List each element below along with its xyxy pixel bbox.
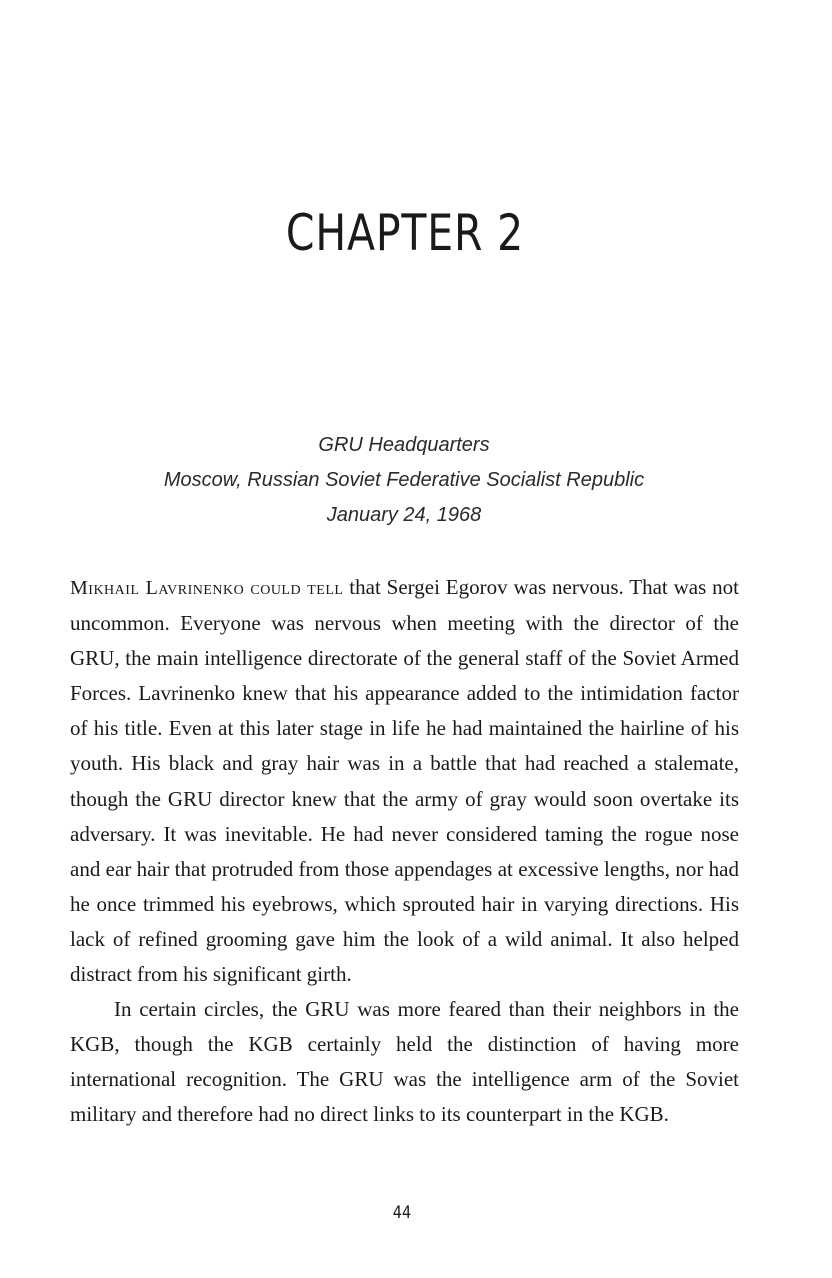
page-number: 44 — [392, 1203, 412, 1223]
lead-in-smallcaps: Mikhail Lavrinenko could tell — [70, 577, 344, 599]
dateline-place: GRU Headquarters — [318, 434, 490, 456]
paragraph-1-text: that Sergei Egorov was nervous. That was not uncommon. Everyone was nervous when meeting with the director of the GRU, the main intelligence directorate of the general staff of the Soviet Armed Forces. Lavrinenko knew that his appearance added to the intimidation factor of his title. Even at this later stage in life he had maintained the hairline of his youth. His black and gray hair was in a battle that had reached a stalemate, though the GRU director knew that the army of gray would soon overtake its adversary. It was inevitable. He had never considered taming the rogue nose and ear hair that protruded from those appendages at excessive lengths, nor had he once trimmed his eyebrows, which sprouted hair in varying directions. His lack of refined grooming gave him the look of a wild animal. It also helped distract from his significant girth. — [70, 575, 739, 987]
paragraph-1 — [70, 570, 739, 992]
body-text — [70, 570, 739, 1133]
dateline-city: Moscow, Russian Soviet Federative Socialist Republic — [163, 469, 645, 491]
chapter-title: CHAPTER 2 — [285, 204, 525, 262]
dateline — [0, 428, 808, 533]
dateline-date: January 24, 1968 — [326, 504, 482, 526]
paragraph-2: In certain circles, the GRU was more feared than their neighbors in the KGB, though the KGB certainly held the distinction of having more international recognition. The GRU was the intelligence arm of the Soviet military and therefore had no direct links to its counterpart in the KGB. — [70, 997, 739, 1127]
